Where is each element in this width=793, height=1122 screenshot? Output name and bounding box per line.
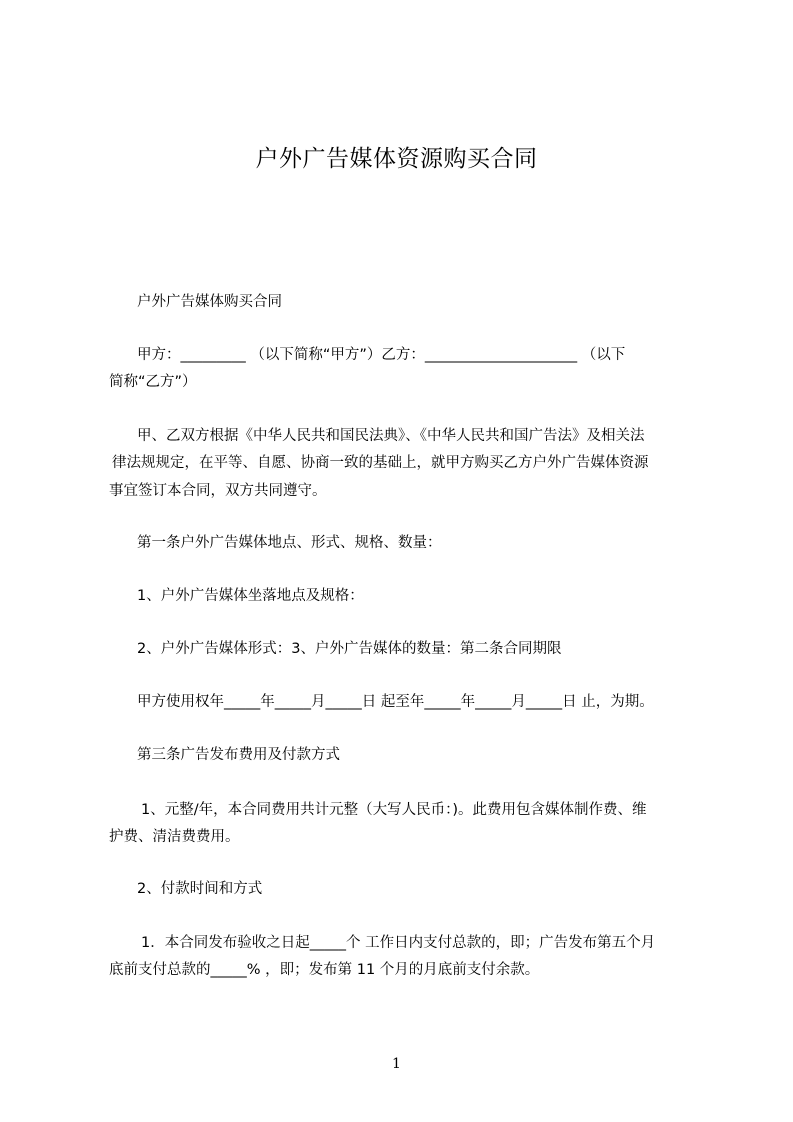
term-line: 甲方使用权年_____年_____月_____日 起至年_____年_____月_____日 止，为期。 [137,694,654,710]
parties-line-2: 简称“乙方”） [109,374,197,390]
fee-line-2: 护费、清洁费费用。 [109,829,240,845]
payment-line-1: 1．本合同发布验收之日起_____个 工作日内支付总款的，即；广告发布第五个月 [141,935,656,951]
basis-line-3: 事宜签订本合同，双方共同遵守。 [109,483,327,499]
document-title: 户外广告媒体资源购买合同 [255,146,538,172]
article-1-item-2: 2、户外广告媒体形式：3、户外广告媒体的数量：第二条合同期限 [137,641,562,657]
payment-line-2: 底前支付总款的_____% ，即；发布第 11 个月的月底前支付余款。 [109,962,540,978]
page-number: 1 [392,1056,401,1072]
basis-line-2: 律法规规定，在平等、自愿、协商一致的基础上，就甲方购买乙方户外广告媒体资源 [112,455,649,471]
article-1-heading: 第一条户外广告媒体地点、形式、规格、数量： [137,535,442,551]
parties-line-1: 甲方：_________ （以下简称“甲方”）乙方：_____________________ （以下 [137,347,626,363]
payment-heading: 2、付款时间和方式 [137,881,263,897]
article-1-item-1: 1、户外广告媒体坐落地点及规格： [137,588,364,604]
article-3-heading: 第三条广告发布费用及付款方式 [137,747,340,763]
fee-line-1: 1、元整/年，本合同费用共计元整（大写人民币：)。此费用包含媒体制作费、维 [141,802,647,818]
basis-line-1: 甲、乙双方根据《中华人民共和国民法典》、《中华人民共和国广告法》及相关法 [137,428,645,444]
document-subtitle: 户外广告媒体购买合同 [137,294,282,310]
